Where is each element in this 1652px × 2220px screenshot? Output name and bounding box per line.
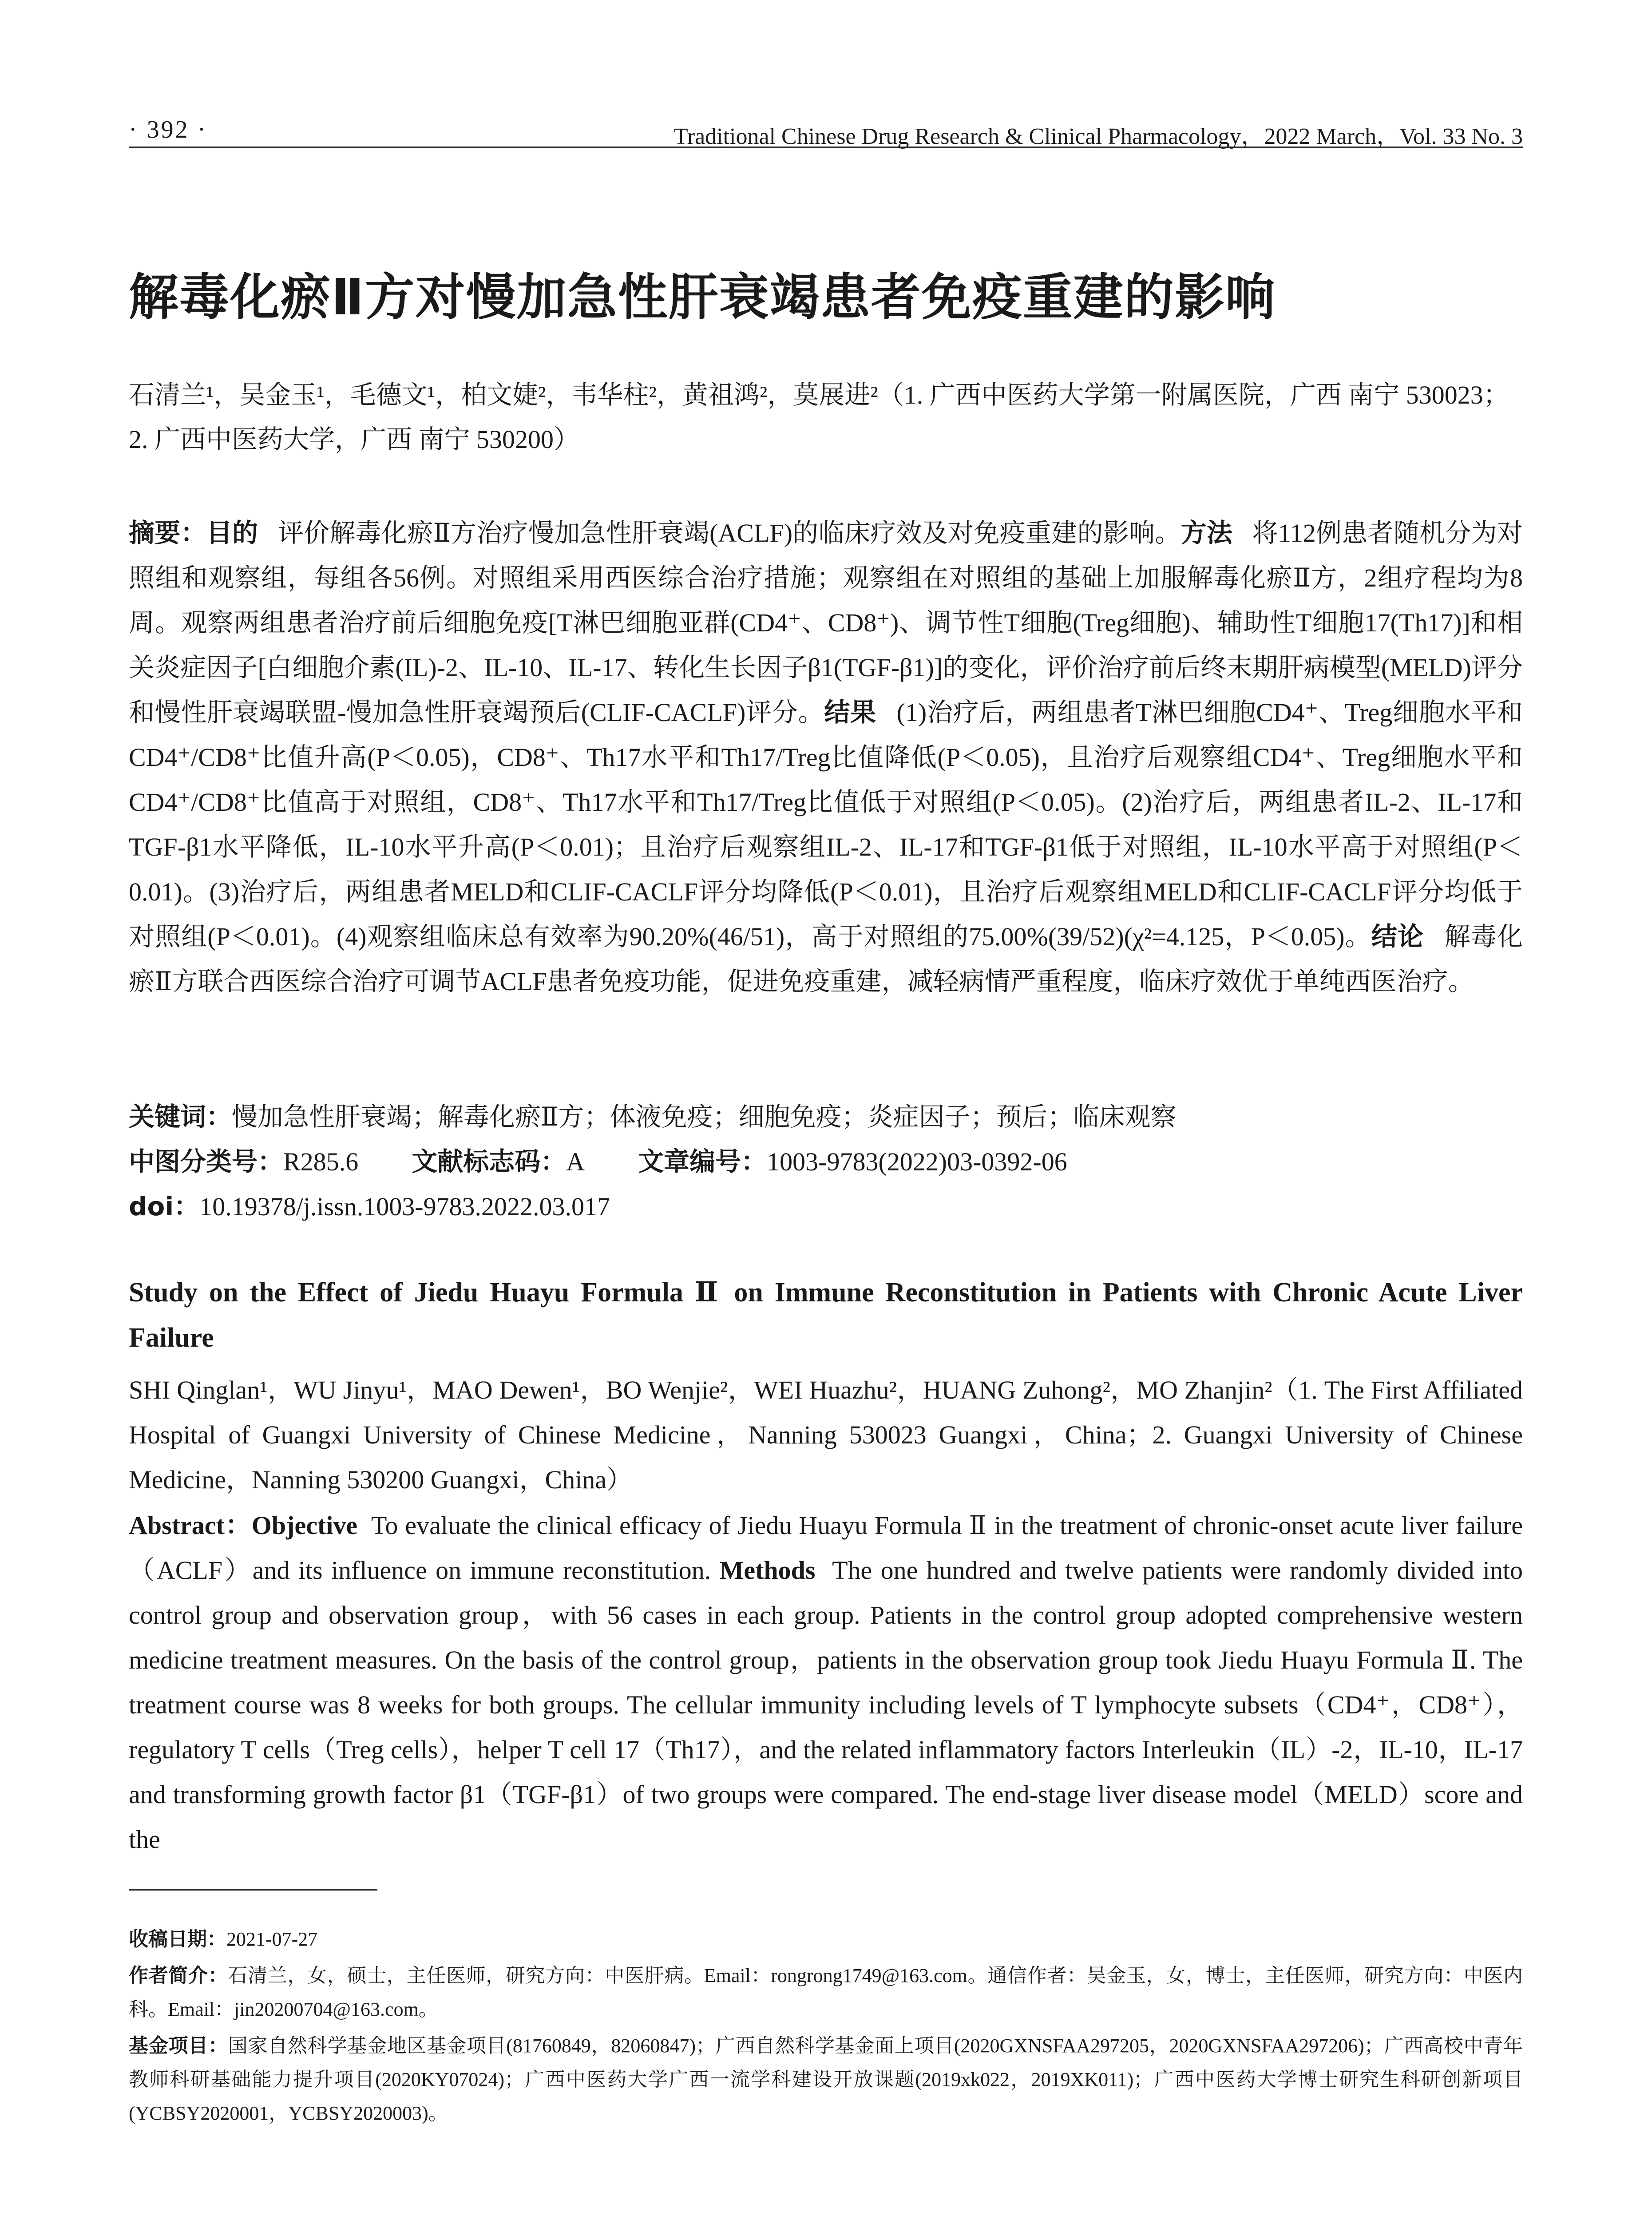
journal-citation: Traditional Chinese Drug Research & Clinical Pharmacology，2022 March，Vol. 33 No. 3	[673, 124, 1523, 149]
running-header	[129, 111, 1523, 148]
abstract-methods-en: The one hundred and twelve patients were randomly divided into control group and observation group，with 56 cases in each group. Patients in the control group adopted comprehensive western medicine treatment measures. On the basis of the control group，patients in the observation group took Jiedu Huayu Formula Ⅱ. The treatment course was 8 weeks for both groups. The cellular immunity including levels of T lymphocyte subsets（CD4⁺，CD8⁺），regulatory T cells（Treg cells），helper T cell 17（Th17），and the related inflammatory factors Interleukin（IL）-2，IL-10，IL-17 and transforming growth factor β1（TGF-β1）of two groups were compared. The end-stage liver disease model（MELD）score and the	[129, 1556, 1523, 1854]
clc-label: 中图分类号：	[129, 1146, 284, 1177]
abstract-results-label-cn: 结果	[824, 697, 876, 727]
authors-affiliations-en: SHI Qinglan¹，WU Jinyu¹，MAO Dewen¹，BO Wenjie²，WEI Huazhu²，HUANG Zuhong²，MO Zhanjin²（1. The First Affiliated Hospital of Guangxi University of Chinese Medicine，Nanning 530023 Guangxi，China；2. Guangxi University of Chinese Medicine，Nanning 530200 Guangxi，China）	[129, 1376, 1523, 1494]
received-value: 2021-07-27	[226, 1928, 318, 1950]
page-number: · 392 ·	[129, 116, 208, 143]
doc-code-label: 文献标志码：	[412, 1146, 567, 1177]
abstract-methods-label-cn: 方法	[1181, 518, 1233, 548]
abstract-objective-label-en: Abstract：Objective	[129, 1511, 358, 1540]
received-label: 收稿日期：	[129, 1928, 226, 1950]
article-number-value: 1003-9783(2022)03-0392-06	[767, 1147, 1067, 1176]
article-title-en: Study on the Effect of Jiedu Huayu Formula Ⅱ on Immune Reconstitution in Patients with Chronic Acute Liver Failure	[129, 1277, 1523, 1353]
abstract-en	[129, 1503, 1523, 1862]
doi-value: 10.19378/j.issn.1003-9783.2022.03.017	[199, 1192, 610, 1221]
abstract-conclusion-label-cn: 结论	[1371, 921, 1424, 951]
keywords-cn	[129, 1094, 1523, 1139]
fund-label: 基金项目：	[129, 2034, 228, 2057]
article-number-label: 文章编号：	[638, 1146, 767, 1177]
footnote-divider	[129, 1889, 377, 1891]
authors-affiliations-cn: 石清兰¹，吴金玉¹，毛德文¹，柏文婕²，韦华柱²，黄祖鸿²，莫展进²（1. 广西中医药大学第一附属医院，广西 南宁 530023；2. 广西中医药大学，广西 南宁 530200）	[129, 381, 1509, 454]
abstract-results-cn: (1)治疗后，两组患者T淋巴细胞CD4⁺、Treg细胞水平和CD4⁺/CD8⁺比值升高(P＜0.05)，CD8⁺、Th17水平和Th17/Treg比值降低(P＜0.05)，且治疗后观察组CD4⁺、Treg细胞水平和CD4⁺/CD8⁺比值高于对照组，CD8⁺、Th17水平和Th17/Treg比值低于对照组(P＜0.05)。(2)治疗后，两组患者IL-2、IL-17和TGF-β1水平降低，IL-10水平升高(P＜0.01)；且治疗后观察组IL-2、IL-17和TGF-β1低于对照组，IL-10水平高于对照组(P＜0.01)。(3)治疗后，两组患者MELD和CLIF-CACLF评分均降低(P＜0.01)，且治疗后观察组MELD和CLIF-CACLF评分均低于对照组(P＜0.01)。(4)观察组临床总有效率为90.20%(46/51)，高于对照组的75.00%(39/52)(χ²=4.125，P＜0.05)。	[129, 698, 1523, 951]
journal-page	[129, 0, 1523, 2220]
article-title-cn: 解毒化瘀Ⅱ方对慢加急性肝衰竭患者免疫重建的影响	[129, 269, 1276, 326]
abstract-objective-en: To evaluate the clinical efficacy of Jiedu Huayu Formula Ⅱ in the treatment of chronic-onset acute liver failure（ACLF）and its influence on immune reconstitution.	[129, 1511, 1523, 1585]
abstract-methods-label-en: Methods	[719, 1556, 816, 1585]
author-bio	[129, 1959, 1523, 2026]
abstract-cn	[129, 511, 1523, 1004]
fund-text: 国家自然科学基金地区基金项目(81760849，82060847)；广西自然科学基金面上项目(2020GXNSFAA297205，2020GXNSFAA297206)；广西高校中青年教师科研基础能力提升项目(2020KY07024)；广西中医药大学广西一流学科建设开放课题(2019xk022，2019XK011)；广西中医药大学博士研究生科研创新项目(YCBSY2020001，YCBSY2020003)。	[129, 2035, 1523, 2124]
fund-info	[129, 2029, 1523, 2130]
author-bio-label: 作者简介：	[129, 1964, 228, 1987]
classification-line	[129, 1139, 1523, 1184]
doi-line	[129, 1184, 1523, 1229]
doc-code-value: A	[566, 1147, 585, 1176]
footnotes	[129, 1923, 1523, 2133]
abstract-objective-cn: 评价解毒化瘀Ⅱ方治疗慢加急性肝衰竭(ACLF)的临床疗效及对免疫重建的影响。	[277, 519, 1181, 547]
keywords-text-cn: 慢加急性肝衰竭；解毒化瘀Ⅱ方；体液免疫；细胞免疫；炎症因子；预后；临床观察	[232, 1102, 1177, 1131]
author-bio-text: 石清兰，女，硕士，主任医师，研究方向：中医肝病。Email：rongrong1749@163.com。通信作者：吴金玉，女，博士，主任医师，研究方向：中医内科。Email：jin20200704@163.com。	[129, 1965, 1523, 2020]
doi-label: doi：	[129, 1191, 200, 1221]
received-date	[129, 1923, 1523, 1956]
abstract-methods-cn: 将112例患者随机分为对照组和观察组，每组各56例。对照组采用西医综合治疗措施；观察组在对照组的基础上加服解毒化瘀Ⅱ方，2组疗程均为8周。观察两组患者治疗前后细胞免疫[T淋巴细胞亚群(CD4⁺、CD8⁺)、调节性T细胞(Treg细胞)、辅助性T细胞17(Th17)]和相关炎症因子[白细胞介素(IL)-2、IL-10、IL-17、转化生长因子β1(TGF-β1)]的变化，评价治疗前后终末期肝病模型(MELD)评分和慢性肝衰竭联盟-慢加急性肝衰竭预后(CLIF-CACLF)评分。	[129, 519, 1523, 727]
keywords-label-cn: 关键词：	[129, 1102, 232, 1132]
clc-value: R285.6	[283, 1147, 359, 1176]
abstract-conclusion-cn: 解毒化瘀Ⅱ方联合西医综合治疗可调节ACLF患者免疫功能，促进免疫重建，减轻病情严重程度，临床疗效优于单纯西医治疗。	[129, 922, 1523, 996]
abstract-objective-label-cn: 摘要：目的	[129, 518, 258, 548]
